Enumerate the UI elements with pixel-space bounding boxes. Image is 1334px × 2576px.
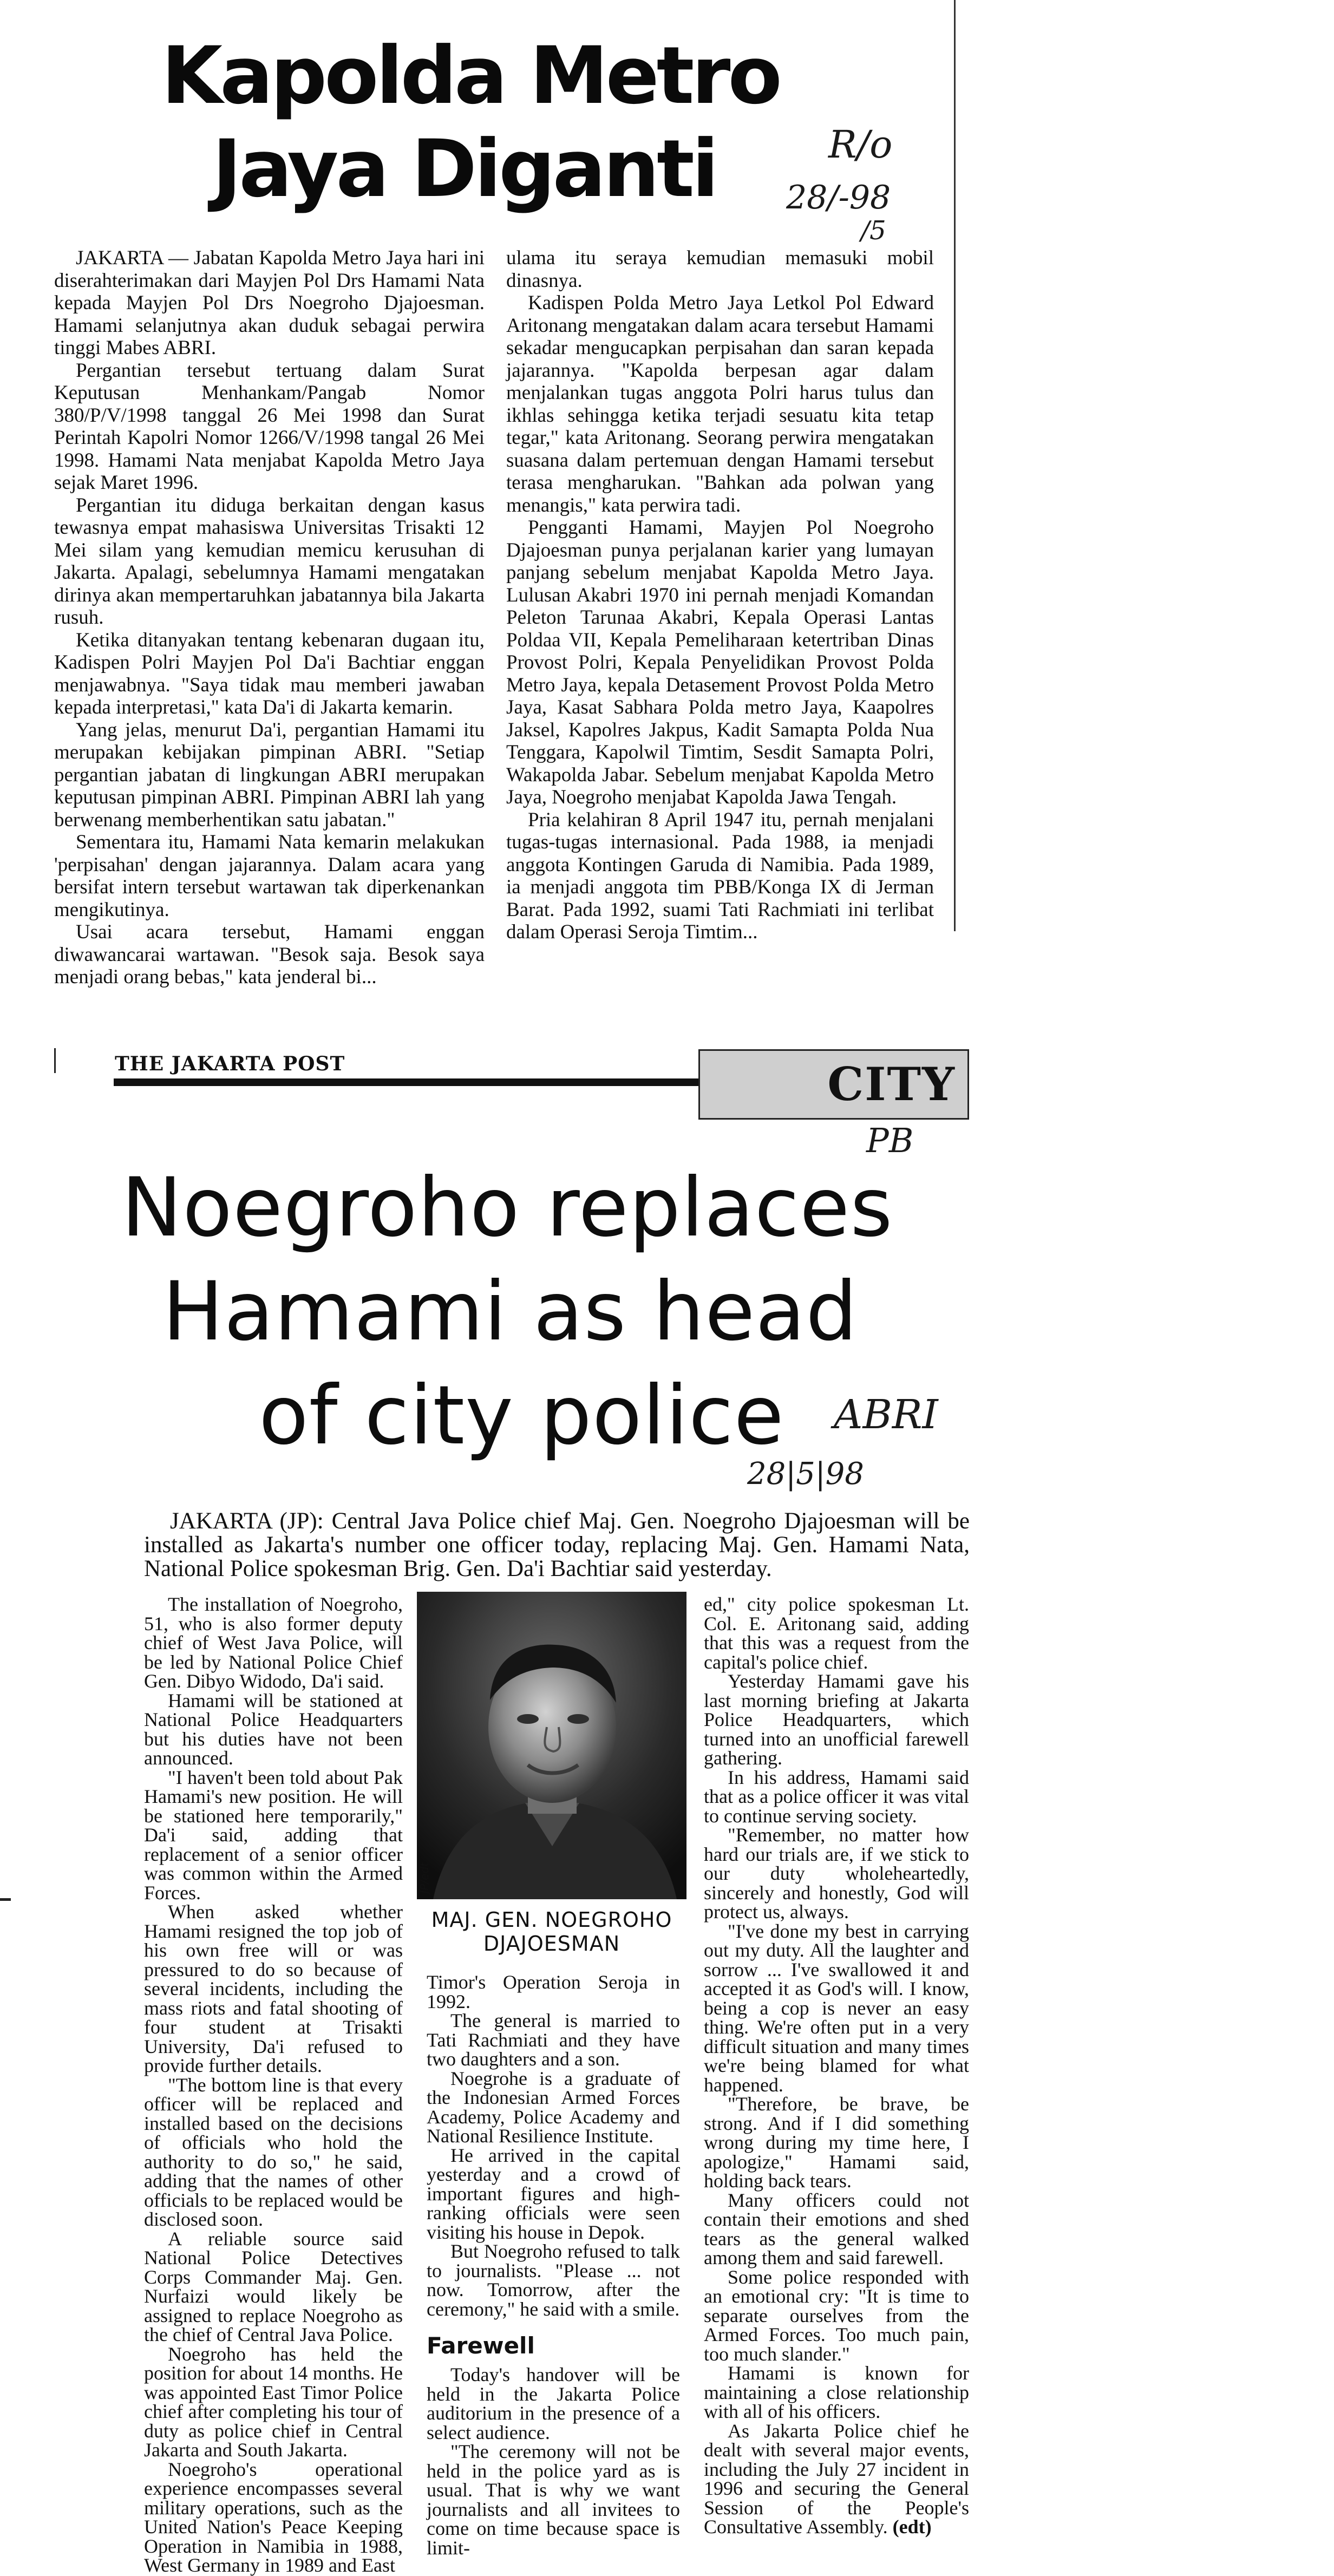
article2-paragraph: Timor's Operation Seroja in 1992. — [427, 1971, 680, 2012]
portrait-photo — [417, 1592, 686, 1899]
handwritten-note-date2: 28|5|98 — [747, 1456, 864, 1492]
article1-paragraph: Pria kelahiran 8 April 1947 itu, pernah menjalani tugas-tugas internasional. Pada 1988, ia menjadi anggota Kontingen Garuda di Namibia. Pada 1989, ia menjadi anggota tim PBB/Konga IX di Jerman Barat. Pada 1992, suami Tati Rachmiati ini terlibat dalam Operasi Seroja Timtim... — [506, 808, 934, 943]
article1-column-right — [506, 247, 934, 943]
article1-paragraph: Kadispen Polda Metro Jaya Letkol Pol Edward Aritonang mengatakan dalam acara tersebut Hamami sekadar mengucapkan perpisahan dan saran kepada jajarannya. "Kapolda berpesan agar dalam menjalankan tugas anggota Polri harus tulus dan ikhlas sehingga ketika terjadi sesuatu kita tetap tegar," kata Aritonang. Seorang perwira mengatakan suasana dalam pertemuan dengan Hamami tersebut terasa mengharukan. "Bahkan ada polwan yang menangis," kata perwira tadi. — [506, 292, 934, 516]
article2-paragraph: The general is married to Tati Rachmiati and they have two daughters and a son. — [427, 2010, 680, 2070]
article2-column-1 — [144, 1593, 403, 2576]
article2-paragraph: Hamami is known for maintaining a close relationship with all of his officers. — [704, 2362, 969, 2422]
article2-headline-line1: Noegroho replaces — [121, 1161, 893, 1255]
article2-paragraph: When asked whether Hamami resigned the top job of his own free will or was pressured to do so because of several incidents, including the mass riots and fatal shooting of four student at Trisakti University, Da'i refused to provide further details. — [144, 1901, 403, 2076]
photo-caption-line1: MAJ. GEN. NOEGROHO — [431, 1908, 672, 1932]
article2-paragraph: Many officers could not contain their emotions and shed tears as the general walked among them and said farewell. — [704, 2189, 969, 2268]
lead-paragraph: JAKARTA (JP): Central Java Police chief Maj. Gen. Noegroho Djajoesman will be installed as Jakarta's number one officer today, replacing Maj. Gen. Hamami Nata, National Police spokesman Brig. Gen. Da'i Bachtiar said yesterday. — [144, 1508, 970, 1581]
article2-paragraph: Noegrohe is a graduate of the Indonesian Armed Forces Academy, Police Academy and National Resilience Institute. — [427, 2067, 680, 2147]
article2-paragraph: "I haven't been told about Pak Hamami's new position. He will be stationed here temporarily," Da'i said, adding that replacement of a senior officer was common within the Armed Forces. — [144, 1766, 403, 1904]
handwritten-note-abri: ABRI — [834, 1391, 938, 1438]
article2-paragraph: Noegroho has held the position for about 14 months. He was appointed East Timor Police chief after completing his tour of duty as police chief in Central Jakarta and South Jakarta. — [144, 2343, 403, 2461]
article2-paragraph: "Therefore, be brave, be strong. And if I did something wrong during my time here, I apologize," Hamami said, holding back tears. — [704, 2093, 969, 2192]
article1-paragraph: Pergantian tersebut tertuang dalam Surat Keputusan Menhankam/Pangab Nomor 380/P/V/1998 tanggal 26 Mei 1998 dan Surat Perintah Kapolri Nomor 1266/V/1998 tangal 26 Mei 1998. Hamami Nata menjabat Kapolda Metro Jaya sejak Maret 1996. — [54, 359, 485, 494]
handwritten-note-initials: R/o — [828, 122, 893, 167]
photo-caption-line2: DJAJOESMAN — [483, 1932, 620, 1956]
article2-paragraph: Yesterday Hamami gave his last morning briefing at Jakarta Police Headquarters, which turned into an unofficial farewell gathering. — [704, 1670, 969, 1769]
column-divider — [954, 0, 956, 931]
article2-paragraph: "Remember, no matter how hard our trials are, if we stick to our duty wholeheartedly, sincerely and honestly, God will protect us, always. — [704, 1824, 969, 1923]
article1-paragraph: Usai acara tersebut, Hamami enggan diwawancarai wartawan. "Besok saja. Besok saya menjadi orang bebas," kata jenderal bi... — [54, 921, 485, 988]
article2-paragraph: But Noegroho refused to talk to journalists. "Please ... not now. Tomorrow, after the ceremony," he said with a smile. — [427, 2240, 680, 2320]
article2-paragraph: Today's handover will be held in the Jakarta Police auditorium in the presence of a select audience. — [427, 2364, 680, 2443]
article2-paragraph: He arrived in the capital yesterday and a crowd of important figures and high-ranking officials were seen visiting his house in Depok. — [427, 2144, 680, 2243]
handwritten-note-date: 28/-98 — [786, 179, 891, 217]
article2-closing-text: As Jakarta Police chief he dealt with several major events, including the July 27 incident in 1996 and securing the General Session of the People's Consultative Assembly. — [704, 2420, 969, 2538]
article2-headline-line2: Hamami as head — [162, 1265, 858, 1359]
masthead-rule — [114, 1078, 698, 1086]
handwritten-note-sub: /5 — [861, 215, 886, 246]
article2-paragraph — [704, 2422, 969, 2537]
article1-paragraph: Yang jelas, menurut Da'i, pergantian Hamami itu merupakan kebijakan pimpinan ABRI. "Setiap pergantian jabatan di lingkungan ABRI merupakan keputusan pimpinan ABRI. Pimpinan ABRI lah yang berwenang memberhentikan satu jabatan." — [54, 718, 485, 831]
photo-credit: JP/edt — [418, 1862, 431, 1894]
article2-paragraph: Some police responded with an emotional cry: "It is time to separate ourselves from the Armed Forces. Too much pain, too much slander." — [704, 2266, 969, 2365]
article1-paragraph: Pengganti Hamami, Mayjen Pol Noegroho Djajoesman punya perjalanan karier yang lumayan panjang sebelum menjabat Kapolda Metro Jaya. Lulusan Akabri 1970 ini pernah menjadi Komandan Peleton Tarunaa Akabri, Kepala Operasi Lantas Poldaa VII, Kepala Pemeliharaan ketertriban Dinas Provost Polri, Kepala Penyelidikan Provost Polda Metro Jaya, kepala Detasement Provost Polda Metro Jaya, Kasat Sabhara Polda metro Jaya, Kaapolres Jaksel, Kapolres Jakpus, Kadit Samapta Polda Nua Tenggara, Kapolwil Timtim, Sesdit Samapta Polri, Wakapolda Jabar. Sebelum menjabat Kapolda Metro Jaya, Noegroho menjabat Kapolda Jawa Tengah. — [506, 516, 934, 808]
article1-paragraph: Sementara itu, Hamami Nata kemarin melakukan 'perpisahan' dengan jajarannya. Dalam acara yang bersifat intern tersebut wartawan tak diperkenankan mengikutinya. — [54, 831, 485, 921]
author-signature: (edt) — [892, 2516, 932, 2538]
article1-headline-line1: Kapolda Metro — [161, 30, 780, 122]
article1-paragraph: Ketika ditanyakan tentang kebenaran dugaan itu, Kadispen Polri Mayjen Pol Da'i Bachtiar enggan menjawabnya. "Saya tidak mau memberi jawaban kepada interpretasi," kata Da'i di Jakarta kemarin. — [54, 629, 485, 718]
margin-arrow-mark — [0, 1898, 11, 1901]
margin-tick-mark — [54, 1048, 56, 1073]
section-label-city: CITY — [698, 1049, 969, 1120]
article2-paragraph: "I've done my best in carrying out my duty. All the laughter and sorrow ... I've swallowed it and accepted it as God's will. I know, being a cop is never an easy thing. We're often put in a very difficult situation and many times we're being blamed for what happened. — [704, 1920, 969, 2096]
article1-paragraph: Pergantian itu diduga berkaitan dengan kasus tewasnya empat mahasiswa Universitas Trisakti 12 Mei silam yang kemudian memicu kerusuhan di Jakarta. Apalagi, sebelumnya Hamami mengatakan dirinya akan mempertaruhkan jabatannya bila Jakarta rusuh. — [54, 494, 485, 629]
article2-column-3 — [704, 1595, 969, 2550]
newspaper-name: THE JAKARTA POST — [115, 1052, 345, 1075]
article2-paragraph: In his address, Hamami said that as a police officer it was vital to continue serving society. — [704, 1766, 969, 1827]
article1-column-left — [54, 247, 485, 988]
handwritten-note-pb: PB — [866, 1121, 914, 1160]
article2-paragraph: ed," city police spokesman Lt. Col. E. Aritonang said, adding that this was a request from the capital's police chief. — [704, 1593, 969, 1673]
article2-headline-line3: of city police — [259, 1369, 784, 1463]
article2-paragraph: "The ceremony will not be held in the police yard as is usual. That is why we want journalists and all invitees to come on time because space is limit- — [427, 2441, 680, 2559]
article2-paragraph: Noegroho's operational experience encompasses several military operations, such as the United Nation's Peace Keeping Operation in Namibia in 1988, West Germany in 1989 and East — [144, 2458, 403, 2576]
article2-column-2 — [427, 1971, 680, 2559]
article2-paragraph: A reliable source said National Police Detectives Corps Commander Maj. Gen. Nurfaizi would likely be assigned to replace Noegroho as the chief of Central Java Police. — [144, 2227, 403, 2345]
farewell-subheading: Farewell — [427, 2332, 535, 2359]
article2-paragraph: The installation of Noegroho, 51, who is also former deputy chief of West Java Police, will be led by National Police Chief Gen. Dibyo Widodo, Da'i said. — [144, 1593, 403, 1692]
portrait-illustration — [417, 1592, 686, 1899]
article2-paragraph: "The bottom line is that every officer will be replaced and installed based on the decisions of officials who hold the authority to do so," he said, adding that the names of other officials to be replaced would be disclosed soon. — [144, 2074, 403, 2230]
article1-headline-line2: Jaya Diganti — [212, 123, 716, 215]
article2-paragraph: Hamami will be stationed at National Police Headquarters but his duties have not been announced. — [144, 1689, 403, 1769]
article1-paragraph: JAKARTA — Jabatan Kapolda Metro Jaya hari ini diserahterimakan dari Mayjen Pol Drs Hamami Nata kepada Mayjen Pol Drs Noegroho Djajoesman. Hamami selanjutnya akan duduk sebagai perwira tinggi Mabes ABRI. — [54, 247, 485, 359]
article1-paragraph: ulama itu seraya kemudian memasuki mobil dinasnya. — [506, 247, 934, 292]
article2-lead — [144, 1509, 970, 1581]
